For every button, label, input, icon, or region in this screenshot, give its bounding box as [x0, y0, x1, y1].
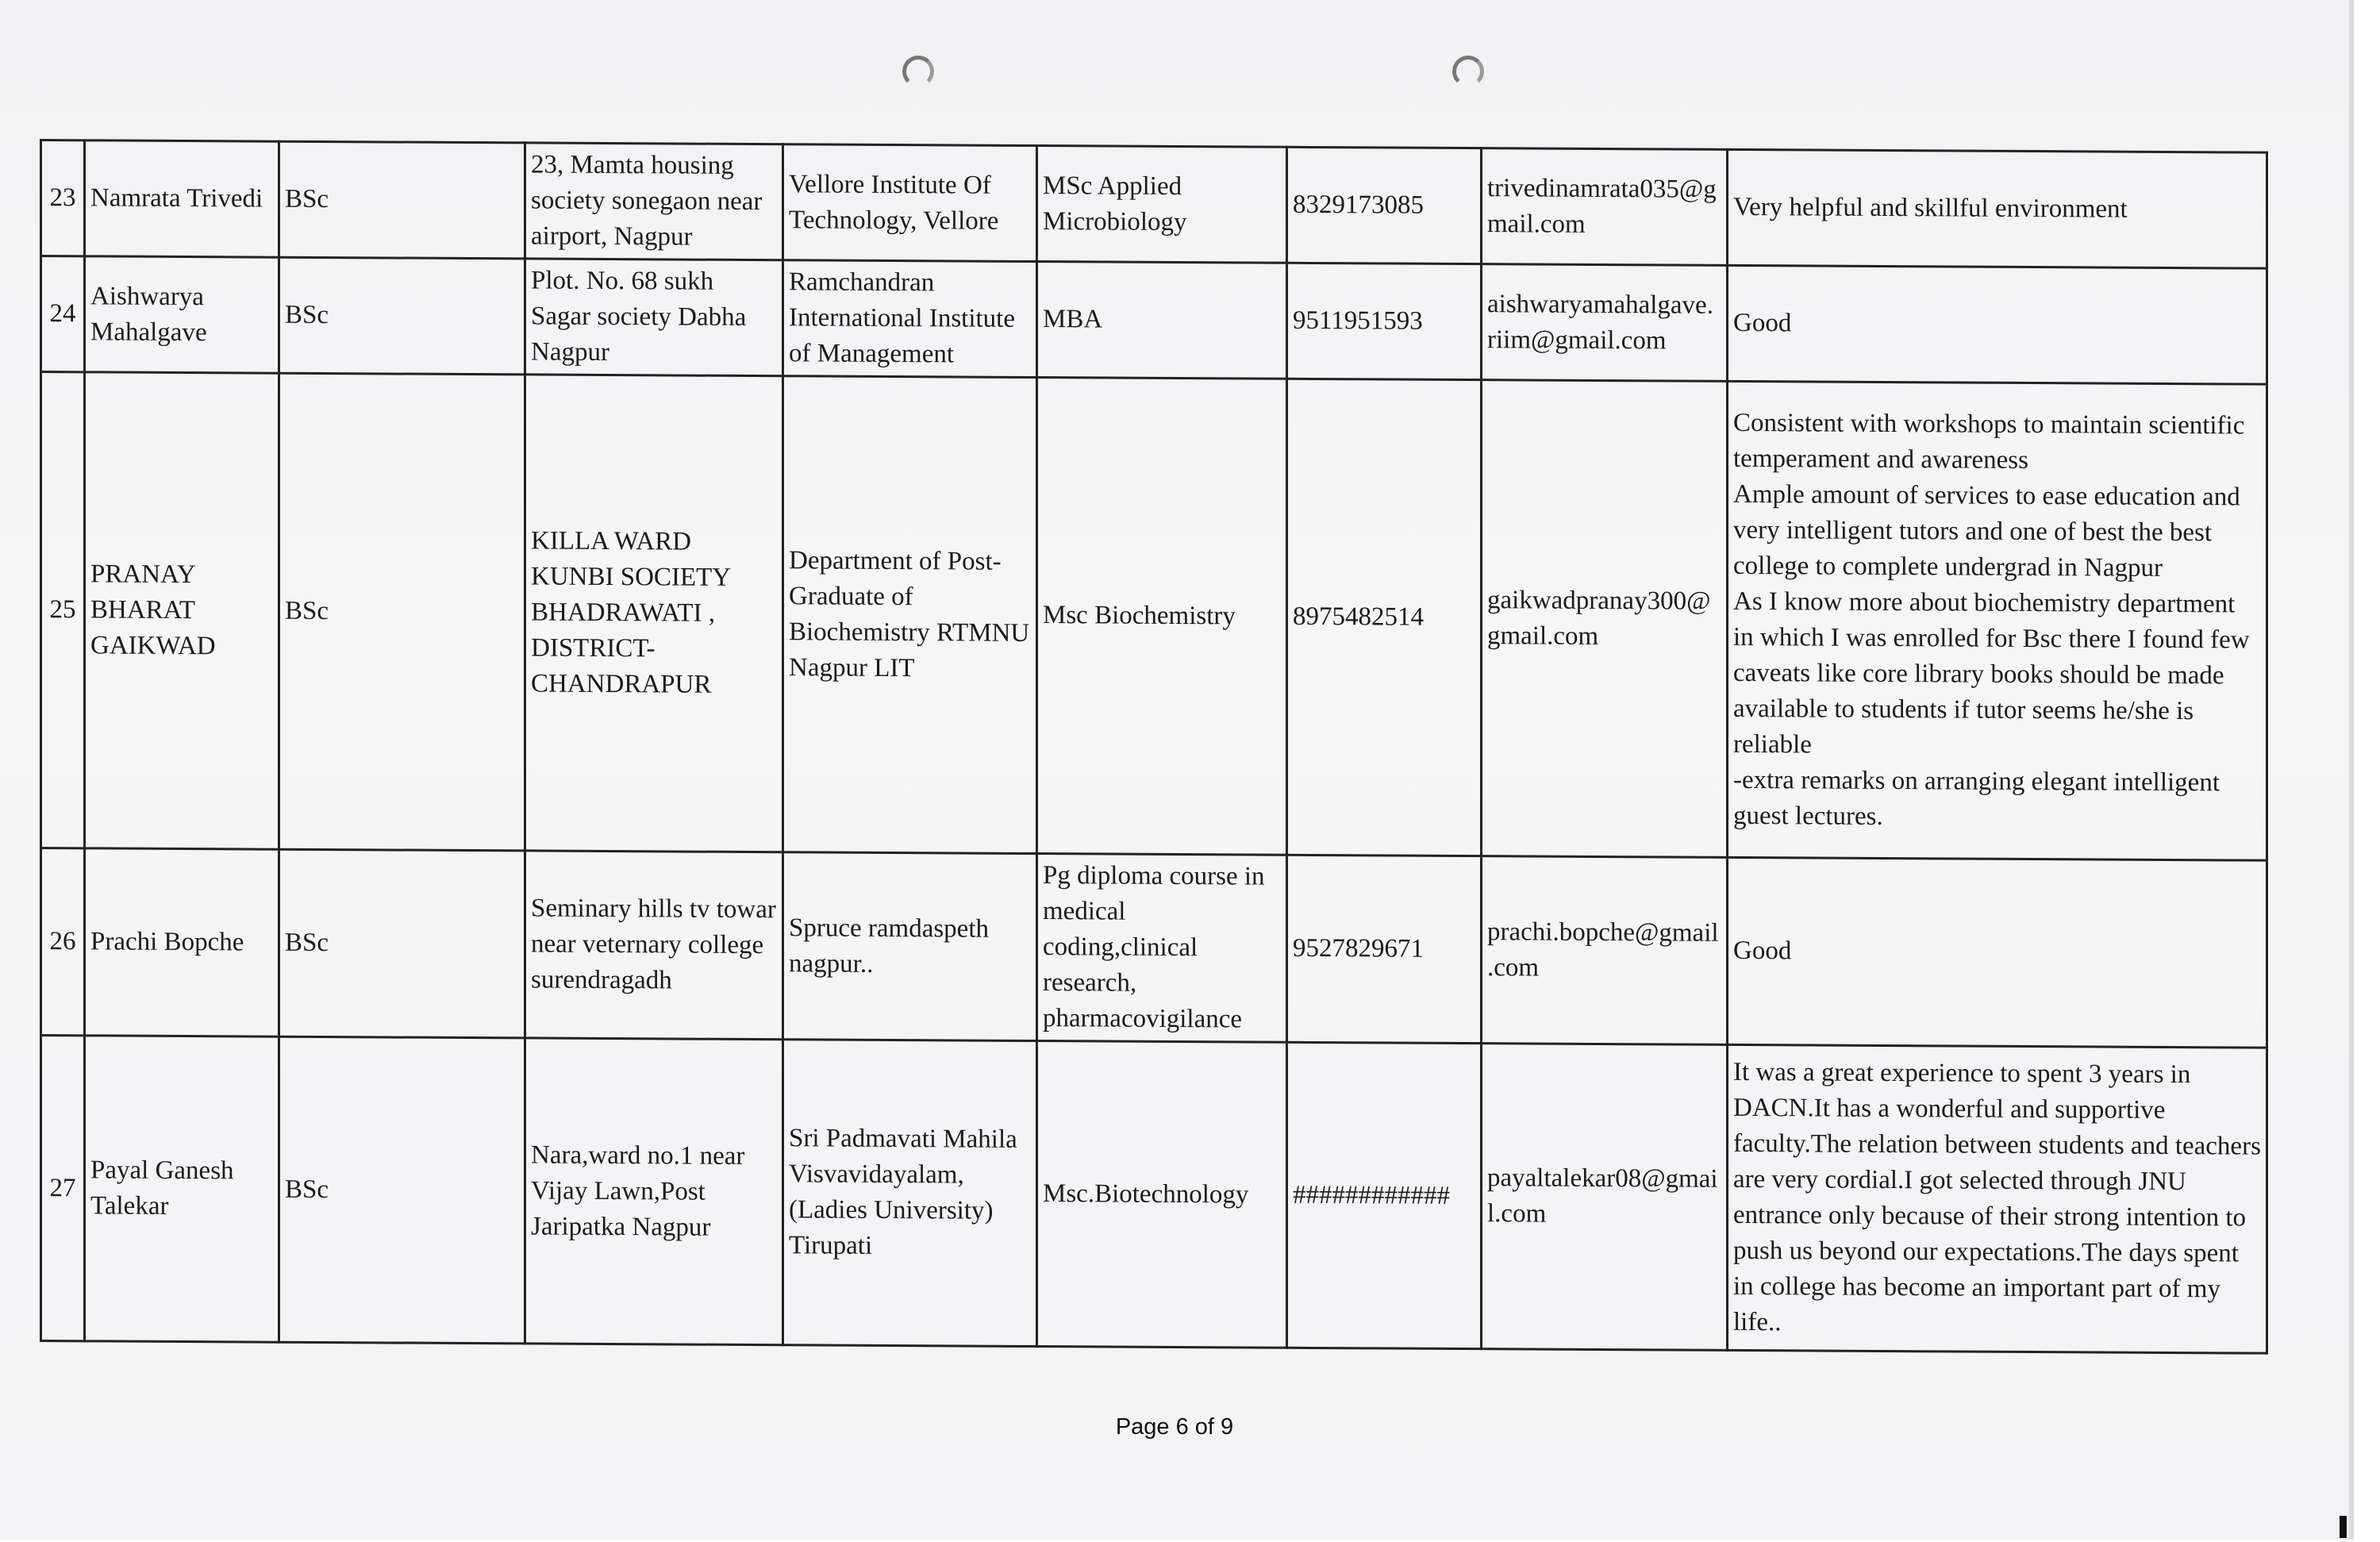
serial-number: 27 [41, 1036, 85, 1341]
course: Pg diploma course in medical coding,clinical research, pharmacovigilance [1037, 854, 1287, 1043]
feedback [1728, 265, 2267, 384]
feedback-line: Consistent with workshops to maintain scientific temperament and awareness [1733, 408, 2245, 475]
email: trivedinamrata035@gmail.com [1482, 148, 1728, 266]
student-name: PRANAY BHARAT GAIKWAD [85, 372, 279, 849]
serial-number: 23 [41, 140, 85, 256]
table-row [41, 1036, 2267, 1354]
table-row [41, 140, 2267, 269]
phone-number: 9511951593 [1287, 263, 1482, 379]
email: aishwaryamahalgave.riim@gmail.com [1482, 264, 1728, 382]
email: gaikwadpranay300@gmail.com [1482, 380, 1728, 858]
phone-number: 9527829671 [1287, 855, 1482, 1043]
institute: Sri Padmavati Mahila Visvavidayalam,(Ladies University) Tirupati [783, 1040, 1037, 1347]
institute: Department of Post-Graduate of Biochemistry RTMNU Nagpur LIT [783, 376, 1037, 854]
feedback [1728, 857, 2267, 1048]
edge-mark [2340, 1516, 2347, 1538]
student-name: Aishwarya Mahalgave [85, 256, 279, 373]
degree: BSc [279, 849, 525, 1038]
institute: Vellore Institute Of Technology, Vellore [783, 144, 1037, 262]
alumni-table [40, 139, 2268, 1355]
feedback-line: -extra remarks on arranging elegant intelligent guest lectures. [1733, 765, 2220, 831]
feedback [1728, 1044, 2267, 1353]
address: Seminary hills tv towar near veternary college surendragadh [525, 851, 783, 1040]
degree: BSc [279, 141, 525, 259]
feedback-line: Good [1733, 308, 1792, 338]
phone-number: ############ [1287, 1042, 1482, 1348]
course: MBA [1037, 262, 1287, 379]
email: payaltalekar08@gmail.com [1482, 1044, 1728, 1351]
institute: Ramchandran International Institute of Management [783, 260, 1037, 378]
serial-number: 24 [41, 256, 85, 372]
feedback [1728, 381, 2267, 860]
feedback-line: Very helpful and skillful environment [1733, 192, 2128, 224]
table-row [41, 256, 2267, 385]
punch-hole-right [1452, 56, 1484, 87]
feedback-line: Good [1733, 936, 1792, 966]
course: Msc Biochemistry [1037, 378, 1287, 856]
address: 23, Mamta housing society sonegaon near airport, Nagpur [525, 143, 783, 260]
degree: BSc [279, 257, 525, 375]
phone-number: 8975482514 [1287, 379, 1482, 856]
feedback-line: It was a great experience to spent 3 years in DACN.It has a wonderful and supportive faculty.The relation between students and teachers are very cordial.I got selected through JNU entrance only because of their strong intention to push us beyond our expectations.The days spent in college has become an important part of my life.. [1733, 1057, 2261, 1337]
degree: BSc [279, 373, 525, 851]
course: MSc Applied Microbiology [1037, 146, 1287, 263]
feedback [1728, 149, 2267, 268]
feedback-line: As I know more about biochemistry department in which I was enrolled for Bsc there I found few caveats like core library books should be made available to students if tutor seems he/she is reliable [1733, 586, 2250, 759]
email: prachi.bopche@gmail.com [1482, 856, 1728, 1045]
institute: Spruce ramdaspeth nagpur.. [783, 852, 1037, 1041]
serial-number: 25 [41, 372, 85, 848]
serial-number: 26 [41, 848, 85, 1036]
degree: BSc [279, 1036, 525, 1344]
student-name: Prachi Bopche [85, 848, 279, 1036]
page-number: Page 6 of 9 [1115, 1414, 1234, 1440]
student-name: Namrata Trivedi [85, 140, 279, 257]
address: KILLA WARD KUNBI SOCIETY BHADRAWATI , DISTRICT-CHANDRAPUR [525, 375, 783, 852]
punch-hole-left [902, 56, 934, 87]
feedback-line: Ample amount of services to ease education and very intelligent tutors and one of best the best college to complete undergrad in Nagpur [1733, 479, 2240, 583]
table-row [41, 372, 2267, 861]
address: Plot. No. 68 sukh Sagar society Dabha Nagpur [525, 259, 783, 376]
course: Msc.Biotechnology [1037, 1041, 1287, 1348]
phone-number: 8329173085 [1287, 147, 1482, 263]
table-row [41, 848, 2267, 1048]
student-name: Payal Ganesh Talekar [85, 1036, 279, 1342]
address: Nara,ward no.1 near Vijay Lawn,Post Jaripatka Nagpur [525, 1038, 783, 1345]
